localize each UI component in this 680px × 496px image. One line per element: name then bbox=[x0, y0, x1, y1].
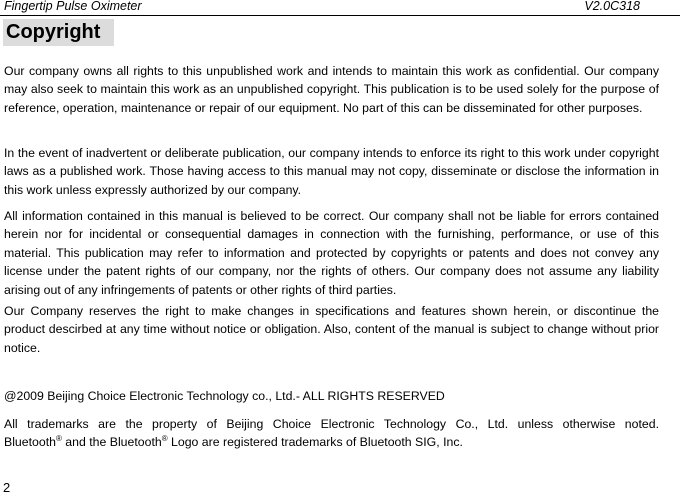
registered-mark: ® bbox=[161, 434, 168, 444]
paragraph-liability: All information contained in this manual is believed to be correct. Our company shall not be liable for errors contained herein nor for incidental or consequential damages in connection with the furnishing, performance, or use of this material. This publication may refer to information and protected by copyrights or patents and does not convey any license under the patent rights of our company, nor the rights of others. Our company does not assume any liability arising out of any infringements of patents or other rights of third parties. bbox=[4, 209, 659, 297]
paragraph-publication: In the event of inadvertent or deliberate publication, our company intends to enforce its right to this work under copyright laws as a published work. Those having access to this manual may not copy, disseminate or disclose the information in this work unless expressly authorized by our company. bbox=[4, 146, 659, 197]
paragraph-changes: Our Company reserves the right to make changes in specifications and features shown herein, or discontinue the product descirbed at any time without notice or obligation. Also, content of the manual is subject to change without prior notice. bbox=[4, 304, 659, 355]
page-number: 2 bbox=[3, 480, 11, 495]
registered-mark: ® bbox=[55, 434, 62, 444]
paragraph-confidentiality: Our company owns all rights to this unpublished work and intends to maintain this work as confidential. Our company may also seek to maintain this work as an unpublished copyright. This publication is to be used solely for the purpose of reference, operation, maintenance or repair of our equipment. No part of this can be disseminated for other purposes. bbox=[4, 64, 659, 115]
section-heading: Copyright bbox=[3, 19, 114, 46]
paragraph-trademarks bbox=[4, 415, 659, 452]
bluetooth-text: Bluetooth bbox=[4, 435, 56, 450]
trademarks-end-text: Logo are registered trademarks of Bluetooth SIG, Inc. bbox=[167, 435, 463, 450]
document-version: V2.0C318 bbox=[584, 0, 640, 13]
trademarks-line-1: All trademarks are the property of Beijing Choice Electronic Technology Co., Ltd. unless otherwise noted. bbox=[4, 417, 659, 431]
header-rule bbox=[0, 15, 680, 16]
copyright-notice: @2009 Beijing Choice Electronic Technology co., Ltd.- ALL RIGHTS RESERVED bbox=[4, 389, 445, 403]
document-title: Fingertip Pulse Oximeter bbox=[4, 0, 142, 13]
bluetooth-logo-text: and the Bluetooth bbox=[61, 435, 162, 450]
page-header bbox=[4, 0, 670, 16]
trademarks-line-2 bbox=[4, 433, 659, 451]
